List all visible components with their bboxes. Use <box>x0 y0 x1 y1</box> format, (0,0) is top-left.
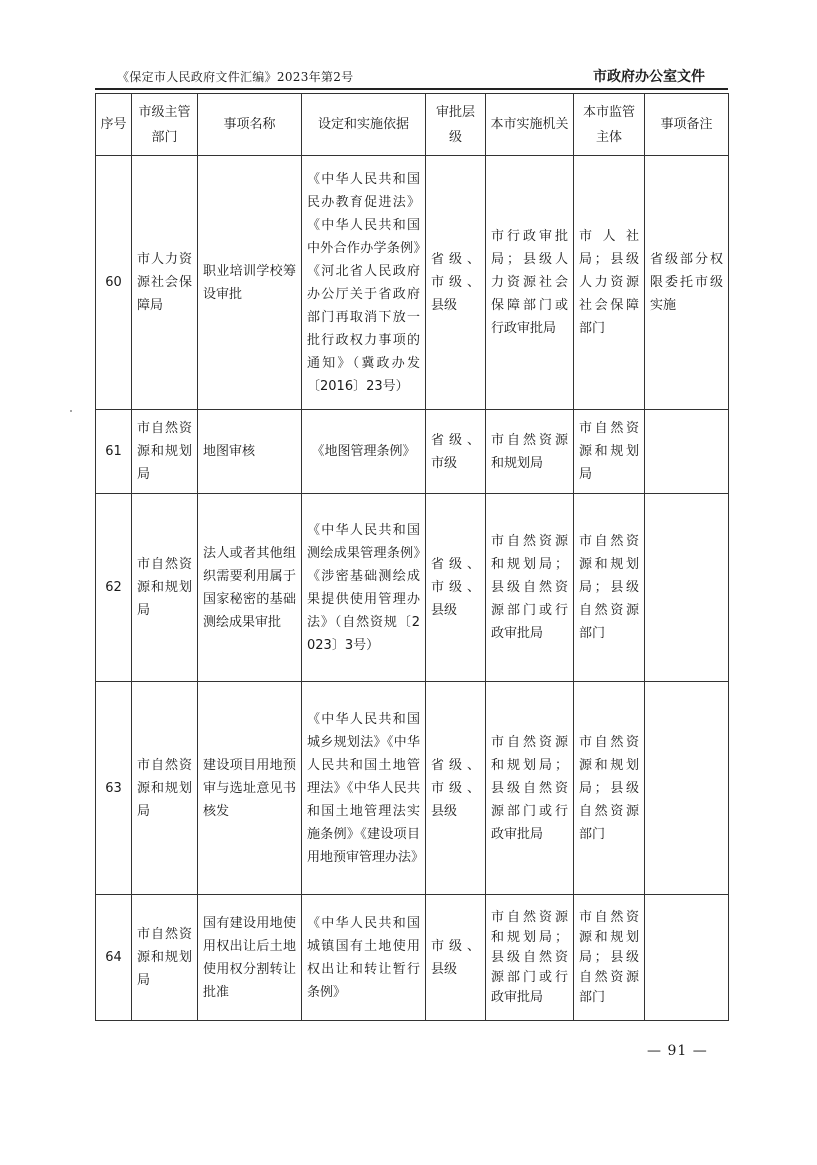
header-divider <box>95 88 728 90</box>
row-level: 省级、市级、县级 <box>426 494 486 682</box>
row-basis: 《中华人民共和国城乡规划法》《中华人民共和国土地管理法》《中华人民共和国土地管理法实施条例》《建设项目用地预审管理办法》 <box>302 682 426 895</box>
row-basis: 《中华人民共和国城镇国有土地使用权出让和转让暂行条例》 <box>302 895 426 1021</box>
publication-title: 《保定市人民政府文件汇编》2023年第2号 <box>117 70 354 84</box>
scan-speck <box>70 410 72 412</box>
table-row <box>96 494 729 682</box>
row-level: 省级、市级、县级 <box>426 156 486 410</box>
table-row <box>96 410 729 494</box>
row-remark <box>645 410 729 494</box>
row-basis: 《中华人民共和国民办教育促进法》《中华人民共和国中外合作办学条例》《河北省人民政府办公厅关于省政府部门再取消下放一批行政权力事项的通知》（冀政办发〔2016〕23号） <box>302 156 426 410</box>
row-no: 63 <box>96 682 132 895</box>
column-header-remark: 事项备注 <box>645 94 729 156</box>
approval-items-table <box>95 93 729 1021</box>
row-remark <box>645 682 729 895</box>
row-item: 地图审核 <box>198 410 302 494</box>
row-no: 60 <box>96 156 132 410</box>
office-label: 市政府办公室文件 <box>593 69 705 85</box>
column-header-dept: 市级主管部门 <box>132 94 198 156</box>
row-supervisor: 市自然资源和规划局；县级自然资源部门 <box>574 494 645 682</box>
column-header-supervisor: 本市监管主体 <box>574 94 645 156</box>
row-agency: 市自然资源和规划局；县级自然资源部门或行政审批局 <box>486 494 574 682</box>
table-row <box>96 156 729 410</box>
row-supervisor: 市人社局；县级人力资源社会保障部门 <box>574 156 645 410</box>
page-number: — 91 — <box>647 1043 708 1059</box>
row-dept: 市自然资源和规划局 <box>132 494 198 682</box>
row-no: 62 <box>96 494 132 682</box>
column-header-no: 序号 <box>96 94 132 156</box>
row-agency: 市自然资源和规划局；县级自然资源部门或行政审批局 <box>486 682 574 895</box>
column-header-level: 审批层级 <box>426 94 486 156</box>
row-item: 国有建设用地使用权出让后土地使用权分割转让批准 <box>198 895 302 1021</box>
row-item: 建设项目用地预审与选址意见书核发 <box>198 682 302 895</box>
row-remark: 省级部分权限委托市级实施 <box>645 156 729 410</box>
table-header-row <box>96 94 729 156</box>
table-row <box>96 895 729 1021</box>
row-supervisor: 市自然资源和规划局 <box>574 410 645 494</box>
row-dept: 市人力资源社会保障局 <box>132 156 198 410</box>
row-dept: 市自然资源和规划局 <box>132 410 198 494</box>
table-row <box>96 682 729 895</box>
row-level: 省级、市级、县级 <box>426 682 486 895</box>
row-supervisor: 市自然资源和规划局；县级自然资源部门 <box>574 682 645 895</box>
row-item: 法人或者其他组织需要利用属于国家秘密的基础测绘成果审批 <box>198 494 302 682</box>
row-level: 市级、县级 <box>426 895 486 1021</box>
column-header-item: 事项名称 <box>198 94 302 156</box>
column-header-basis: 设定和实施依据 <box>302 94 426 156</box>
row-dept: 市自然资源和规划局 <box>132 682 198 895</box>
column-header-agency: 本市实施机关 <box>486 94 574 156</box>
row-level: 省级、市级 <box>426 410 486 494</box>
row-agency: 市自然资源和规划局 <box>486 410 574 494</box>
row-no: 64 <box>96 895 132 1021</box>
row-supervisor: 市自然资源和规划局；县级自然资源部门 <box>574 895 645 1021</box>
row-item: 职业培训学校筹设审批 <box>198 156 302 410</box>
row-agency: 市自然资源和规划局；县级自然资源部门或行政审批局 <box>486 895 574 1021</box>
row-basis: 《地图管理条例》 <box>302 410 426 494</box>
row-basis: 《中华人民共和国测绘成果管理条例》《涉密基础测绘成果提供使用管理办法》（自然资规〔2023〕3号） <box>302 494 426 682</box>
row-dept: 市自然资源和规划局 <box>132 895 198 1021</box>
row-remark <box>645 895 729 1021</box>
row-agency: 市行政审批局；县级人力资源社会保障部门或行政审批局 <box>486 156 574 410</box>
row-remark <box>645 494 729 682</box>
row-no: 61 <box>96 410 132 494</box>
